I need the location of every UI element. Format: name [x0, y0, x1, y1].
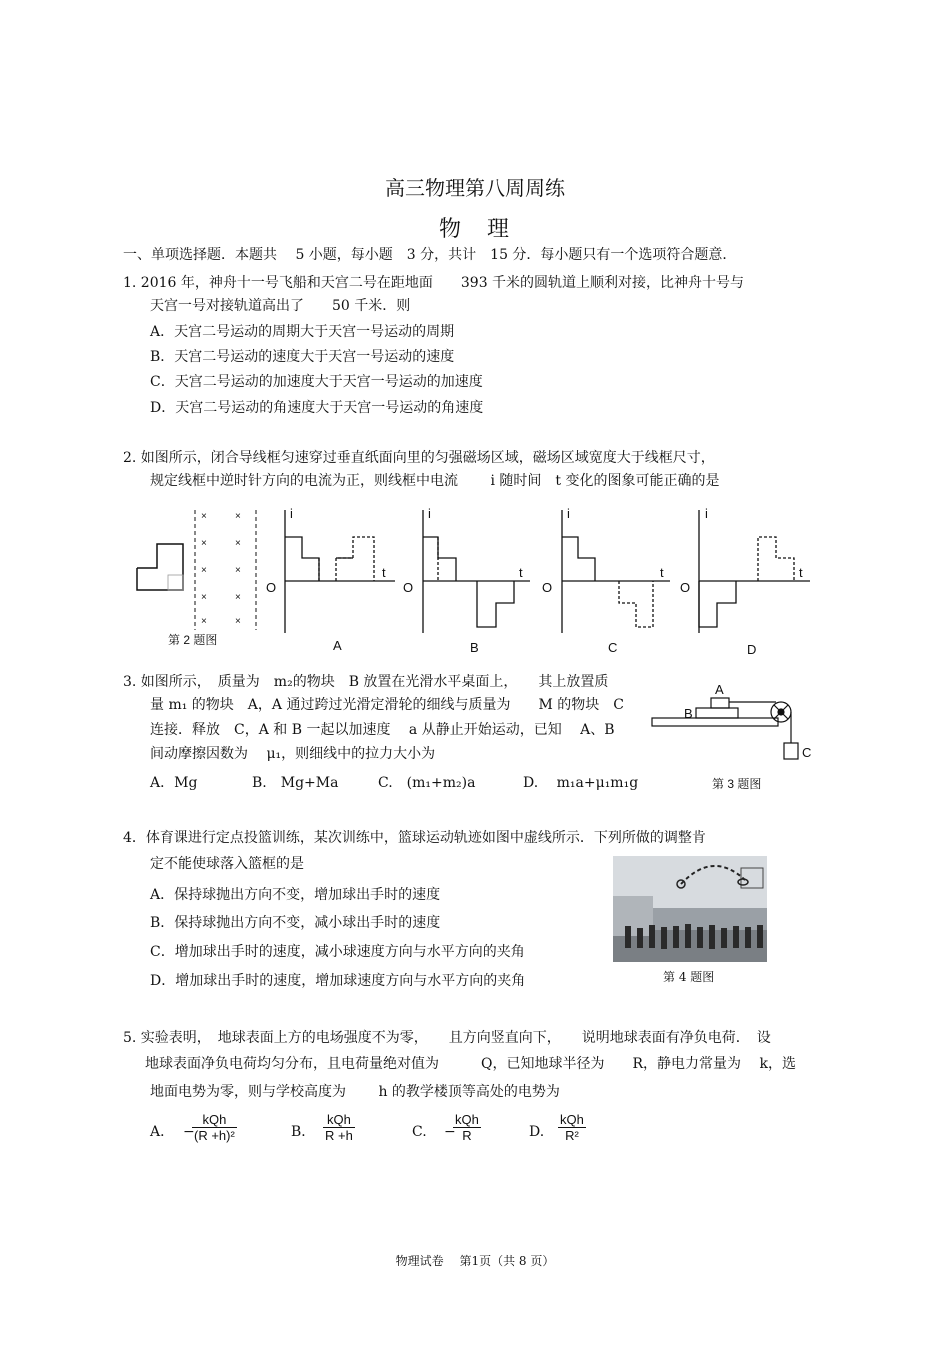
origin: O: [680, 580, 691, 595]
q1-line1: 1. 2016 年，神舟十一号飞船和天宫二号在距地面 393 千米的圆轨道上顺利对接，比神舟十号与: [123, 275, 745, 291]
field-mark: ×: [235, 616, 241, 627]
q5-option-a-fraction: [192, 1112, 237, 1143]
axis-t: t: [799, 565, 803, 580]
q3-option-d[interactable]: D. m₁a+μ₁m₁g: [523, 775, 639, 791]
basketball-photo: [613, 856, 767, 962]
field-mark: ×: [235, 565, 241, 576]
q4-option-b[interactable]: B．保持球抛出方向不变，减小球出手时的速度: [150, 915, 441, 931]
q1-option-d[interactable]: D．天宫二号运动的角速度大于天宫一号运动的角速度: [150, 400, 484, 416]
field-mark: ×: [201, 511, 207, 522]
page-footer: 物理试卷 第1页（共 8 页）: [395, 1254, 555, 1268]
axis-i: i: [428, 506, 431, 521]
numerator: kQh: [455, 1112, 479, 1127]
q5-line1: 5. 实验表明， 地球表面上方的电场强度不为零， 且方向竖直向下， 说明地球表面有净负电荷． 设: [123, 1030, 771, 1046]
q3-line4: 间动摩擦因数为 μ₁，则细线中的拉力大小为: [150, 746, 436, 762]
section-heading: 一、单项选择题．本题共 5 小题，每小题 3 分，共计 15 分．每小题只有一个选项符合题意．: [123, 247, 737, 263]
q5-line3: 地面电势为零，则与学校高度为 h 的教学楼顶等高处的电势为: [150, 1084, 560, 1100]
graph-label-d: D: [747, 642, 757, 657]
origin: O: [403, 580, 414, 595]
q5-option-a-label[interactable]: A．: [150, 1124, 175, 1140]
field-mark: ×: [235, 592, 241, 603]
graph-label-b: B: [470, 640, 479, 655]
block-b: [696, 708, 738, 718]
q4-line1: 4．体育课进行定点投篮训练，某次训练中，篮球运动轨迹如图中虚线所示．下列所做的调整肯: [123, 830, 706, 846]
axis-i: i: [290, 506, 293, 521]
q1-option-c[interactable]: C．天宫二号运动的加速度大于天宫一号运动的加速度: [150, 374, 483, 390]
q4-option-a[interactable]: A．保持球抛出方向不变，增加球出手时的速度: [150, 887, 441, 903]
denominator: R +h: [325, 1128, 353, 1143]
field-mark: ×: [201, 616, 207, 627]
q5-option-c-label[interactable]: C.: [412, 1124, 427, 1140]
q3-line3: 连接．释放 C，A 和 B 一起以加速度 a 从静止开始运动，已知 A、B: [150, 722, 615, 738]
field-mark: ×: [201, 592, 207, 603]
numerator: kQh: [560, 1112, 584, 1127]
block-a: [711, 698, 729, 708]
label-c: C: [802, 745, 812, 760]
origin: O: [266, 580, 277, 595]
q3-line1: 3. 如图所示， 质量为 m₂的物块 B 放置在光滑水平桌面上， 其上放置质: [123, 674, 609, 690]
q5-option-d-fraction: [558, 1112, 586, 1143]
axis-t: t: [382, 565, 386, 580]
q2-line2: 规定线框中逆时针方向的电流为正，则线框中电流 i 随时间 t 变化的图象可能正确的是: [150, 473, 720, 489]
exam-title: 高三物理第八周周练: [385, 176, 565, 200]
q3-figure: [648, 680, 818, 795]
q5-line2: 地球表面净负电荷均匀分布，且电荷量绝对值为 Q，已知地球半径为 R，静电力常量为 k，选: [145, 1056, 796, 1072]
subject-title: 物 理: [438, 217, 511, 242]
q2-figure: [120, 500, 820, 660]
denominator: R²: [558, 1127, 586, 1143]
q1-option-a[interactable]: A．天宫二号运动的周期大于天宫一号运动的周期: [150, 324, 455, 340]
table-top: [652, 718, 778, 726]
q5-option-b-fraction: [323, 1112, 355, 1143]
numerator: kQh: [326, 1112, 351, 1127]
block-c: [784, 743, 798, 759]
q5-option-c-sign: −: [444, 1124, 456, 1140]
label-a: A: [715, 682, 724, 697]
graph-c: [562, 510, 670, 633]
q4-option-d[interactable]: D．增加球出手时的速度，增加球速度方向与水平方向的夹角: [150, 973, 526, 989]
q5-option-c-fraction: [453, 1112, 481, 1143]
q3-option-a[interactable]: A．Mg: [150, 775, 198, 791]
graph-d: [699, 510, 810, 633]
graph-label-c: C: [608, 640, 618, 655]
denominator: R: [453, 1127, 481, 1143]
axis-i: i: [567, 506, 570, 521]
q3-line2: 量 m₁ 的物块 A，A 通过跨过光滑定滑轮的细线与质量为 M 的物块 C: [150, 697, 624, 713]
graph-a: [285, 510, 395, 633]
field-mark: ×: [235, 511, 241, 522]
q3-option-c[interactable]: C. (m₁+m₂)a: [378, 775, 476, 791]
denominator: (R +h)²: [194, 1128, 235, 1143]
graph-b: [423, 510, 530, 633]
q1-option-b[interactable]: B．天宫二号运动的速度大于天宫一号运动的速度: [150, 349, 455, 365]
graph-label-a: A: [333, 638, 342, 653]
q4-line2: 定不能使球落入篮框的是: [150, 856, 304, 872]
field-mark: ×: [201, 565, 207, 576]
q1-line2: 天宫一号对接轨道高出了 50 千米．则: [150, 298, 411, 314]
q2-line1: 2. 如图所示，闭合导线框匀速穿过垂直纸面向里的匀强磁场区域，磁场区域宽度大于线框尺寸，: [123, 450, 715, 466]
origin: O: [542, 580, 553, 595]
field-mark: ×: [201, 538, 207, 549]
numerator: kQh: [202, 1112, 227, 1127]
wire-loop: [137, 544, 183, 590]
q5-option-b-label[interactable]: B．: [291, 1124, 316, 1140]
q3-figure-caption: 第 3 题图: [712, 777, 762, 791]
label-b: B: [684, 706, 693, 721]
q4-figure-caption: 第 4 题图: [663, 970, 715, 984]
field-mark: ×: [235, 538, 241, 549]
q5-option-a-sign: −: [183, 1124, 195, 1140]
q5-option-d-label[interactable]: D.: [529, 1124, 545, 1140]
axis-t: t: [519, 565, 523, 580]
axis-i: i: [705, 506, 708, 521]
field-marks: [201, 511, 241, 627]
q3-option-b[interactable]: B. Mg+Ma: [252, 775, 339, 791]
axis-t: t: [660, 565, 664, 580]
q4-option-c[interactable]: C．增加球出手时的速度，减小球速度方向与水平方向的夹角: [150, 944, 525, 960]
q2-figure-caption: 第 2 题图: [168, 633, 218, 647]
